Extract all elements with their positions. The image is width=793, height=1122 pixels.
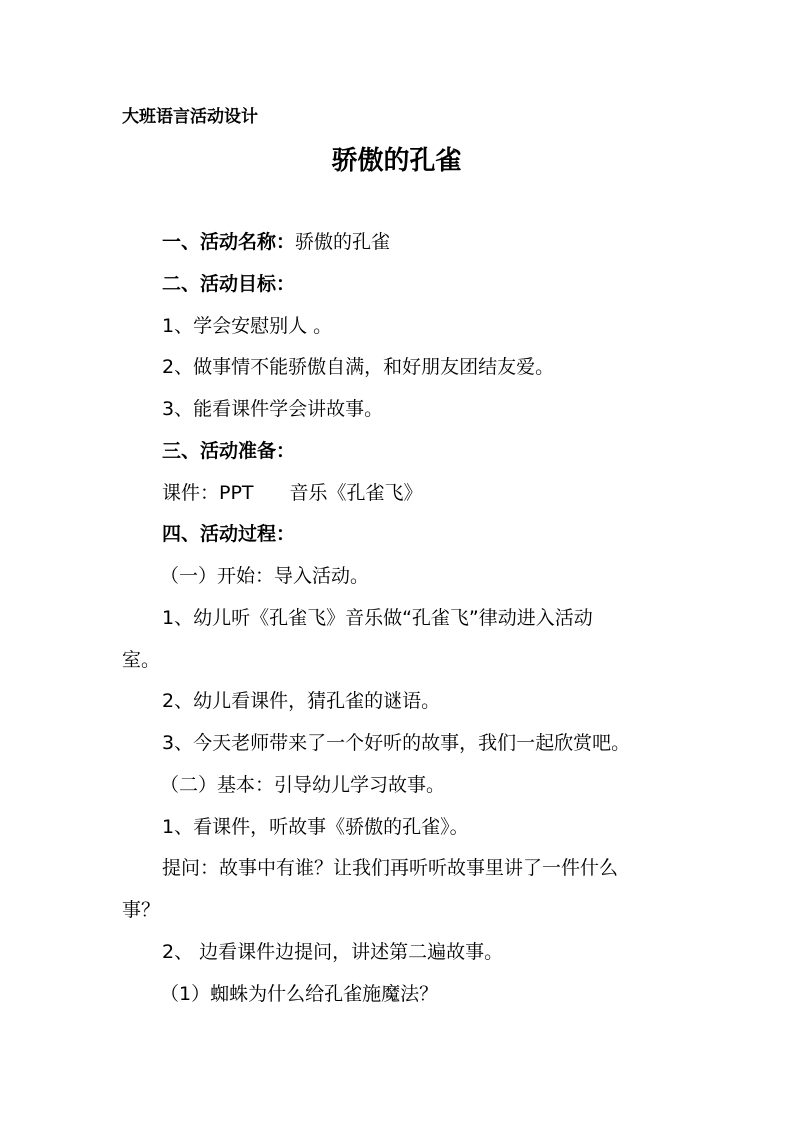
question-line: 提问：故事中有谁？让我们再听听故事里讲了一件什么 — [162, 857, 619, 879]
process-part-2: （二）基本：引导幼儿学习故事。 — [160, 774, 446, 796]
goals-heading: 二、活动目标： — [162, 273, 296, 295]
process-step-continued: 室。 — [122, 649, 161, 671]
question-line-continued: 事？ — [122, 899, 161, 921]
activity-name-line — [162, 229, 390, 255]
prep-music: 音乐《孔雀飞》 — [289, 482, 423, 504]
process-step: 2、幼儿看课件，猜孔雀的谜语。 — [162, 690, 441, 712]
prep-line — [162, 480, 423, 506]
document-header: 大班语言活动设计 — [122, 107, 258, 127]
process-step: 1、看课件，听故事《骄傲的孔雀》。 — [162, 816, 469, 838]
process-step: 3、今天老师带来了一个好听的故事，我们一起欣赏吧。 — [162, 732, 631, 754]
process-step: 2、 边看课件边提问，讲述第二遍故事。 — [162, 941, 504, 963]
prep-courseware: 课件：PPT — [162, 482, 254, 504]
prep-heading: 三、活动准备： — [162, 440, 296, 462]
process-substep: （1）蜘蛛为什么给孔雀施魔法？ — [160, 983, 439, 1005]
goal-item: 1、学会安慰别人 。 — [162, 315, 333, 337]
goal-item: 2、做事情不能骄傲自满，和好朋友团结友爱。 — [162, 356, 555, 378]
activity-name-label: 一、活动名称： — [162, 231, 296, 253]
goal-item: 3、能看课件学会讲故事。 — [162, 398, 384, 420]
document-title: 骄傲的孔雀 — [331, 146, 462, 176]
process-step: 1、幼儿听《孔雀飞》音乐做“孔雀飞”律动进入活动 — [162, 607, 593, 629]
process-part-1: （一）开始：导入活动。 — [160, 565, 370, 587]
activity-name-value: 骄傲的孔雀 — [295, 231, 391, 253]
process-heading: 四、活动过程： — [162, 523, 296, 545]
